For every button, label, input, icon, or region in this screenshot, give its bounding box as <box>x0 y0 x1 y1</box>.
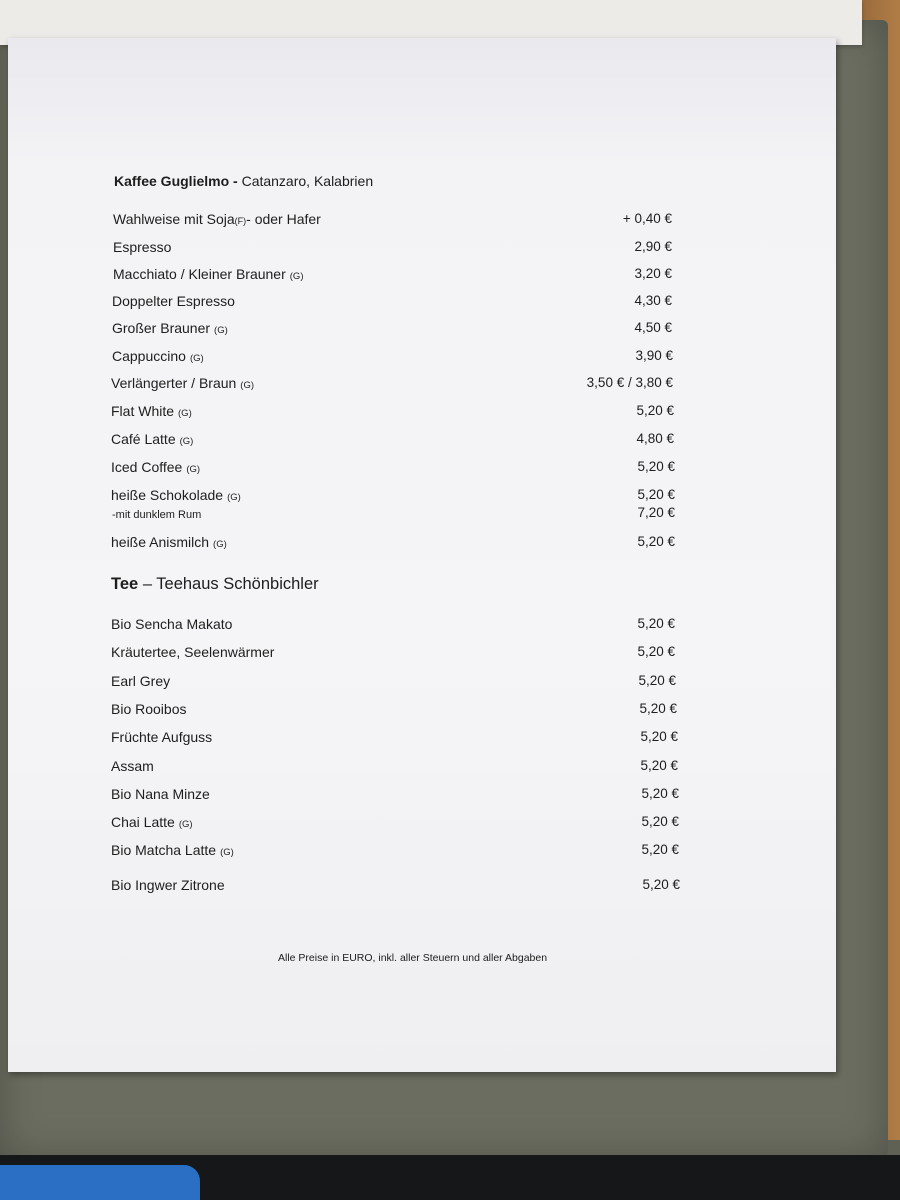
menu-item-name <box>111 531 227 556</box>
menu-item-name <box>111 400 192 425</box>
menu-item-row <box>8 428 836 450</box>
menu-item-row <box>8 726 836 748</box>
allergen-tag: (G) <box>179 436 194 447</box>
menu-item-price: 5,20 € <box>638 673 676 688</box>
menu-item-price: 5,20 € <box>637 616 675 631</box>
menu-item-price: 2,90 € <box>634 239 672 254</box>
menu-item-row <box>8 400 836 422</box>
menu-item-price: 5,20 € <box>637 534 675 549</box>
menu-item-row <box>8 874 836 896</box>
menu-item-price: 5,20 € <box>636 403 674 418</box>
coffee-section-heading <box>114 170 373 192</box>
menu-item-name <box>111 811 193 836</box>
menu-item-row <box>8 208 836 230</box>
menu-item-price: 5,20 € <box>641 814 679 829</box>
item-name: Café Latte <box>111 431 176 447</box>
menu-item-row <box>8 641 836 663</box>
menu-item-name <box>113 236 171 258</box>
item-name: Bio Matcha Latte <box>111 842 217 858</box>
menu-item-price: 3,50 € / 3,80 € <box>586 375 673 390</box>
menu-item-price: + 0,40 € <box>622 211 672 226</box>
item-name: Espresso <box>113 239 172 255</box>
allergen-tag: (G) <box>289 271 304 282</box>
menu-item-row <box>8 755 836 777</box>
menu-item-name <box>111 456 200 481</box>
menu-item-row <box>8 263 836 285</box>
menu-item-price: 5,20 € <box>639 701 677 716</box>
coffee-heading-brand: Kaffee Guglielmo - <box>114 173 238 189</box>
item-name: Früchte Aufguss <box>111 729 213 745</box>
variant-price-row <box>8 502 836 524</box>
menu-item-price: 5,20 € <box>637 487 675 502</box>
menu-item-name <box>111 372 254 397</box>
menu-item-row <box>8 317 836 339</box>
price-footnote: Alle Preise in EURO, inkl. aller Steuern und aller Abgaben <box>278 952 548 964</box>
menu-page <box>8 38 836 1072</box>
blue-object <box>0 1165 200 1200</box>
item-name: Bio Nana Minze <box>111 786 210 802</box>
allergen-tag: (G) <box>240 380 255 391</box>
menu-item-name <box>112 290 235 312</box>
item-name: Großer Brauner <box>112 320 211 336</box>
menu-item-price: 5,20 € <box>637 459 675 474</box>
menu-item-name <box>111 613 232 635</box>
menu-item-row <box>8 613 836 635</box>
menu-item-name <box>111 698 187 720</box>
item-name: Kräutertee, Seelenwärmer <box>111 644 275 660</box>
variant-price: 7,20 € <box>637 505 675 520</box>
menu-item-row <box>8 811 836 833</box>
menu-item-price: 3,90 € <box>635 348 673 363</box>
item-name: Cappuccino <box>112 348 186 364</box>
menu-item-name <box>111 428 193 453</box>
allergen-tag: (G) <box>178 408 192 419</box>
menu-item-name <box>112 317 228 342</box>
menu-item-price: 4,80 € <box>636 431 674 446</box>
menu-item-row <box>8 290 836 312</box>
menu-item-name <box>111 641 274 663</box>
menu-item-price: 5,20 € <box>642 877 680 892</box>
tea-heading-label: Tee <box>111 575 139 593</box>
variant-name: -mit dunklem Rum <box>112 509 202 521</box>
item-name: Bio Sencha Makato <box>111 616 233 632</box>
allergen-tag: (G) <box>186 464 201 475</box>
menu-item-price: 4,50 € <box>634 320 672 335</box>
menu-item-name <box>112 345 204 370</box>
menu-item-name <box>111 783 210 805</box>
menu-item-price: 3,20 € <box>634 266 672 281</box>
menu-item-row <box>8 372 836 394</box>
item-name: Flat White <box>111 403 175 419</box>
menu-item-row <box>8 839 836 861</box>
menu-item-row <box>8 236 836 258</box>
menu-item-name <box>111 839 234 864</box>
menu-item-name <box>111 670 170 692</box>
allergen-tag: (G) <box>189 353 204 364</box>
menu-item-price: 5,20 € <box>640 729 678 744</box>
menu-item-price: 4,30 € <box>634 293 672 308</box>
menu-item-name <box>113 263 303 288</box>
menu-item-name <box>113 208 321 232</box>
menu-item-row <box>8 783 836 805</box>
item-name: Bio Ingwer Zitrone <box>111 877 225 893</box>
menu-item-name <box>111 755 154 777</box>
tea-section-heading <box>111 572 319 596</box>
allergen-tag: (G) <box>214 325 228 336</box>
menu-item-row <box>8 531 836 553</box>
option-name: Wahlweise mit Soja <box>113 211 235 227</box>
item-name: Iced Coffee <box>111 459 183 475</box>
allergen-tag: (G) <box>213 539 227 550</box>
item-name: Doppelter Espresso <box>112 293 235 309</box>
item-name: heiße Schokolade <box>111 487 224 503</box>
menu-item-name <box>111 874 225 896</box>
menu-item-row <box>8 456 836 478</box>
tea-heading-supplier: – Teehaus Schönbichler <box>142 575 319 593</box>
menu-item-price: 5,20 € <box>641 842 679 857</box>
menu-item-name <box>111 726 212 748</box>
coffee-heading-origin: Catanzaro, Kalabrien <box>241 173 374 189</box>
menu-item-price: 5,20 € <box>641 786 679 801</box>
menu-item-row <box>8 698 836 720</box>
allergen-tag: (G) <box>178 819 193 830</box>
menu-item-price: 5,20 € <box>640 758 678 773</box>
allergen-tag: (G) <box>227 492 241 503</box>
item-name: Macchiato / Kleiner Brauner <box>113 266 286 282</box>
menu-item-price: 5,20 € <box>637 644 675 659</box>
item-name: Verlängerter / Braun <box>111 375 237 391</box>
allergen-tag: (F) <box>234 216 247 226</box>
menu-item-row <box>8 670 836 692</box>
item-name: Assam <box>111 758 154 774</box>
item-name: Chai Latte <box>111 814 175 830</box>
item-name: heiße Anismilch <box>111 534 210 550</box>
menu-item-row <box>8 345 836 367</box>
allergen-tag: (G) <box>220 847 234 858</box>
option-name-rest: - oder Hafer <box>246 211 321 227</box>
item-name: Earl Grey <box>111 673 171 689</box>
item-name: Bio Rooibos <box>111 701 187 717</box>
